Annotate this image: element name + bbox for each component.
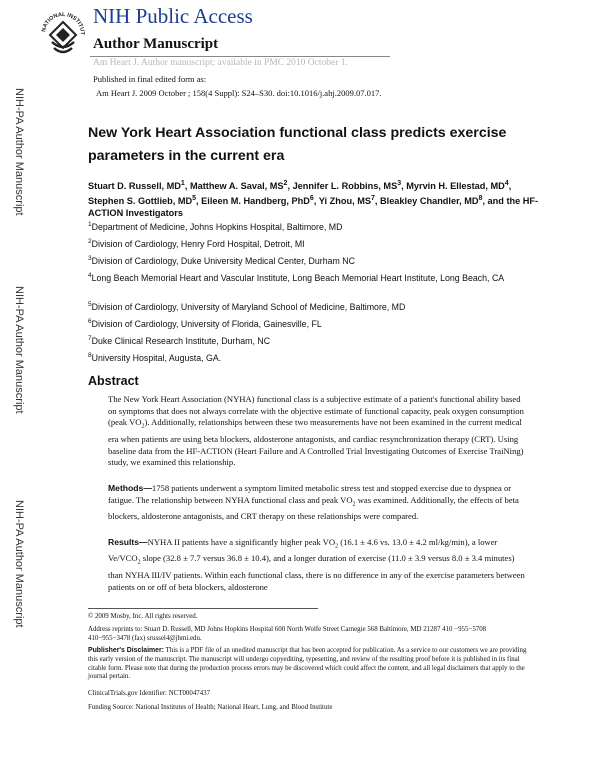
- results-label: Results—: [108, 537, 148, 547]
- citation: Am Heart J. 2009 October ; 158(4 Suppl): S24–S30. doi:10.1016/j.ahj.2009.07.017.: [96, 88, 382, 98]
- author-list: Stuart D. Russell, $MD^1$, Matthew A. Saval, $MS^2$, Jennifer L. Robbins, $MS^3$, Myrvin H. Ellestad, $MD^4$, Stephen S. Gottlieb, $MD^5$, Eileen M. Handberg, PhD$^6$, Yi Zhou, $MS^7$, Bleakley Chandler, $MD^8$, and the HF-ACTION Investigators: [88, 180, 539, 219]
- side-stamp: NIH-PA Author Manuscript: [13, 500, 25, 628]
- affiliation: $^5$Division of Cardiology, University of Maryland School of Medicine, Baltimore, MD: [88, 301, 406, 312]
- brand-subtitle: Author Manuscript: [93, 36, 219, 52]
- abstract-heading: Abstract: [88, 374, 139, 388]
- methods-label: Methods—: [108, 483, 152, 493]
- side-stamp: NIH-PA Author Manuscript: [13, 88, 25, 216]
- trial-identifier: ClinicalTrials.gov Identifier: NCT00047437: [88, 690, 211, 697]
- author-name: Stephen S. Gottlieb, MD: [88, 195, 193, 206]
- affiliation: $^2$Division of Cardiology, Henry Ford Hospital, Detroit, MI: [88, 238, 305, 249]
- author-name: Jennifer L. Robbins, MS: [292, 181, 398, 192]
- side-stamp: NIH-PA Author Manuscript: [13, 286, 25, 414]
- author-name: Matthew A. Saval, MS: [189, 181, 284, 192]
- copyright: © 2009 Mosby, Inc. All rights reserved.: [88, 613, 198, 620]
- brand-title: NIH Public Access: [93, 4, 253, 28]
- author-sup: 8: [478, 194, 483, 202]
- author-name: Yi Zhou, MS: [318, 195, 371, 206]
- journal-availability: Am Heart J. Author manuscript; available in PMC 2010 October 1.: [93, 58, 348, 68]
- author-name: Stuart D. Russell, MD: [88, 181, 181, 192]
- article-title: New York Heart Association functional class predicts exercise parameters in the current era: [88, 125, 507, 164]
- affiliation: $^4$Long Beach Memorial Heart and Vascular Institute, Long Beach Memorial Heart Institute, Long Beach, CA: [88, 272, 505, 283]
- footnote-divider: [88, 608, 318, 609]
- author-sup: 6: [309, 194, 314, 202]
- author-sup: 7: [370, 194, 375, 202]
- abstract-methods: Methods—1758 patients underwent a symptom limited metabolic stress test and stopped exercise due to dyspnea or fatigue. The relationship between NYHA functional class and peak $VO_2$ was examined. Additionally, the effects of beta blockers, aldosterone antagonists, and CRT therapy on these relationships were compared.: [108, 483, 519, 522]
- author-sup: 1: [180, 180, 185, 187]
- published-label: Published in final edited form as:: [93, 74, 207, 84]
- affiliation: $^3$Division of Cardiology, Duke University Medical Center, Durham NC: [88, 255, 355, 266]
- affiliation: $^8$University Hospital, Augusta, GA.: [88, 352, 222, 363]
- author-name: Myrvin H. Ellestad, MD: [406, 181, 505, 192]
- author-sup: 5: [192, 194, 197, 202]
- funding-source: Funding Source: National Institutes of Health; National Heart, Lung, and Blood Institute: [88, 704, 333, 711]
- header-divider: [90, 56, 390, 57]
- affiliation: $^6$Division of Cardiology, University of Florida, Gainesville, FL: [88, 318, 322, 329]
- affiliation: $^1$Department of Medicine, Johns Hopkins Hospital, Baltimore, MD: [88, 221, 343, 232]
- abstract-results: Results—NYHA II patients have a significantly higher peak $VO_2$ (16.1 ± 4.6 vs. 13.0 ± 4.2 ml/kg/min), a lower $Ve/VCO_2$ slope (32.8 ± 7.7 versus 36.8 ± 10.4), and a longer duration of exercise (11.0 ± 3.9 versus 8.0 ± 3.4 minutes) than NYHA III/IV patients. Within each functional class, there is no difference in any of the exercise parameters between patients on or off of beta blockers, aldosterone: [108, 537, 525, 592]
- disclaimer-label: Publisher's Disclaimer:: [88, 647, 164, 654]
- svg-text:NATIONAL INSTITUTES OF HEALTH: NATIONAL INSTITUT: [41, 11, 86, 36]
- authors-tail: , and the HF-ACTION Investigators: [88, 195, 539, 219]
- author-sup: 2: [283, 180, 288, 187]
- abstract-intro: The New York Heart Association (NYHA) functional class is a subjective estimate of a patient's functional ability based on symptoms that does not always correlate with the objective estimate of functional capacity, peak oxygen consumption (peak $VO_2$). Additionally, relationships between these two measurements have not been examined in the current medical era when patients are using beta blockers, aldosterone antagonists, and cardiac resynchronization therapy (CRT). Using baseline data from the HF-ACTION (Heart Failure and A Controlled Trial Investigating Outcomes of Exercise TraiNing) study, we examined this relationship.: [108, 394, 524, 468]
- nih-seal-logo: [38, 6, 88, 68]
- author-name: Eileen M. Handberg, PhD: [201, 195, 310, 206]
- author-name: Bleakley Chandler, MD: [380, 195, 479, 206]
- author-sup: 4: [504, 180, 509, 187]
- reprint-address: Address reprints to: Stuart D. Russell, MD Johns Hopkins Hospital 600 North Wolfe Street Carnegie 568 Baltimore, MD 21287 410 −955−5708 410−955−3478 (fax) srussel4@jhmi.edu.: [88, 626, 487, 642]
- author-sup: 3: [397, 180, 402, 187]
- affiliation: $^7$Duke Clinical Research Institute, Durham, NC: [88, 335, 271, 346]
- publisher-disclaimer: Publisher's Disclaimer: This is a PDF file of an unedited manuscript that has been accepted for publication. As a service to our customers we are providing this early version of the manuscript. The manuscript will undergo copyediting, typesetting, and review of the resulting proof before it is published in its final citable form. Please note that during the production process errors may be discovered which could affect the content, and all legal disclaimers that apply to the journal pertain.: [88, 647, 527, 681]
